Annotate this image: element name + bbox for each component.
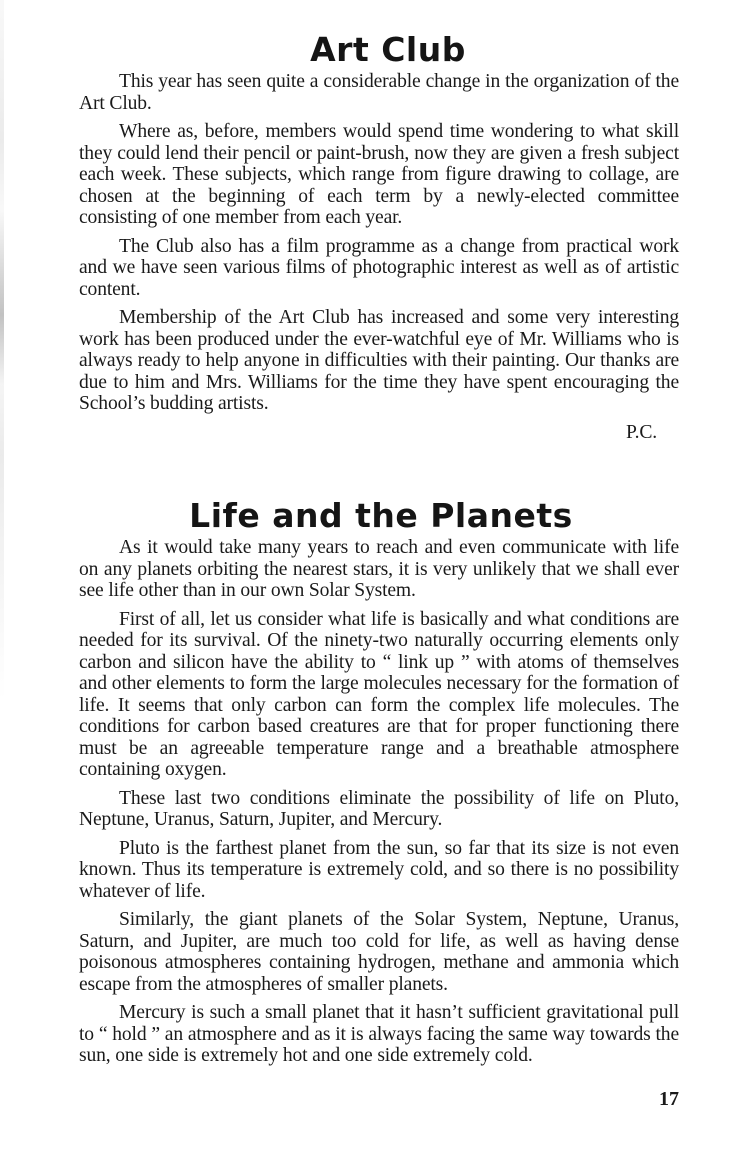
paragraph: Where as, before, members would spend time wondering to what skill they could lend their pencil or paint-brush, now they are given a fresh subject each week. These subjects, which range from figure drawing to collage, are chosen at the beginning of each term by a newly-elected committee consisting of one member from each year. <box>79 121 679 228</box>
paragraph: This year has seen quite a considerable change in the organization of the Art Club. <box>79 71 679 114</box>
paragraph: Similarly, the giant planets of the Solar System, Neptune, Uranus, Saturn, and Jupiter, are much too cold for life, as well as having dense poisonous atmospheres containing hydrogen, methane and ammonia which escape from the atmospheres of smaller planets. <box>79 909 679 995</box>
paragraph: The Club also has a film programme as a change from practical work and we have seen various films of photographic interest as well as of artistic content. <box>79 235 679 300</box>
scan-edge-shadow <box>0 0 4 700</box>
article-life-and-the-planets <box>79 495 679 1067</box>
article-title: Life and the Planets <box>189 496 573 535</box>
paragraph: Mercury is such a small planet that it hasn’t sufficient gravitational pull to “ hold ” an atmosphere and as it is always facing the same way towards the sun, one side is extremely hot and one side extremely cold. <box>79 1002 679 1066</box>
paragraph: First of all, let us consider what life is basically and what conditions are needed for its survival. Of the ninety-two naturally occurring elements only carbon and silicon have the ability to “ link up ” with atoms of themselves and other elements to form the large molecules necessary for the formation of life. It seems that only carbon can form the complex life molecules. The conditions for carbon based creatures are that for proper functioning there must be an agreeable temperature range and a breathable atmosphere containing oxygen. <box>79 608 679 780</box>
paragraph: As it would take many years to reach and even communicate with life on any planets orbiting the nearest stars, it is very unlikely that we shall ever see life other than in our own Solar System. <box>79 537 679 601</box>
article-art-club <box>79 0 679 443</box>
page-number: 17 <box>659 1088 679 1110</box>
document-page <box>79 0 679 1074</box>
paragraph: Pluto is the farthest planet from the sun, so far that its size is not even known. Thus its temperature is extremely cold, and so there is no possibility whatever of life. <box>79 837 679 902</box>
paragraph: These last two conditions eliminate the possibility of life on Pluto, Neptune, Uranus, Saturn, Jupiter, and Mercury. <box>79 787 679 830</box>
author-signature: P.C. <box>626 421 657 443</box>
article-title: Art Club <box>310 30 466 69</box>
paragraph: Membership of the Art Club has increased and some very interesting work has been produced under the ever-watchful eye of Mr. Williams who is always ready to help anyone in difficulties with their painting. Our thanks are due to him and Mrs. Williams for the time they have spent encouraging the School’s budding artists. <box>79 307 679 414</box>
